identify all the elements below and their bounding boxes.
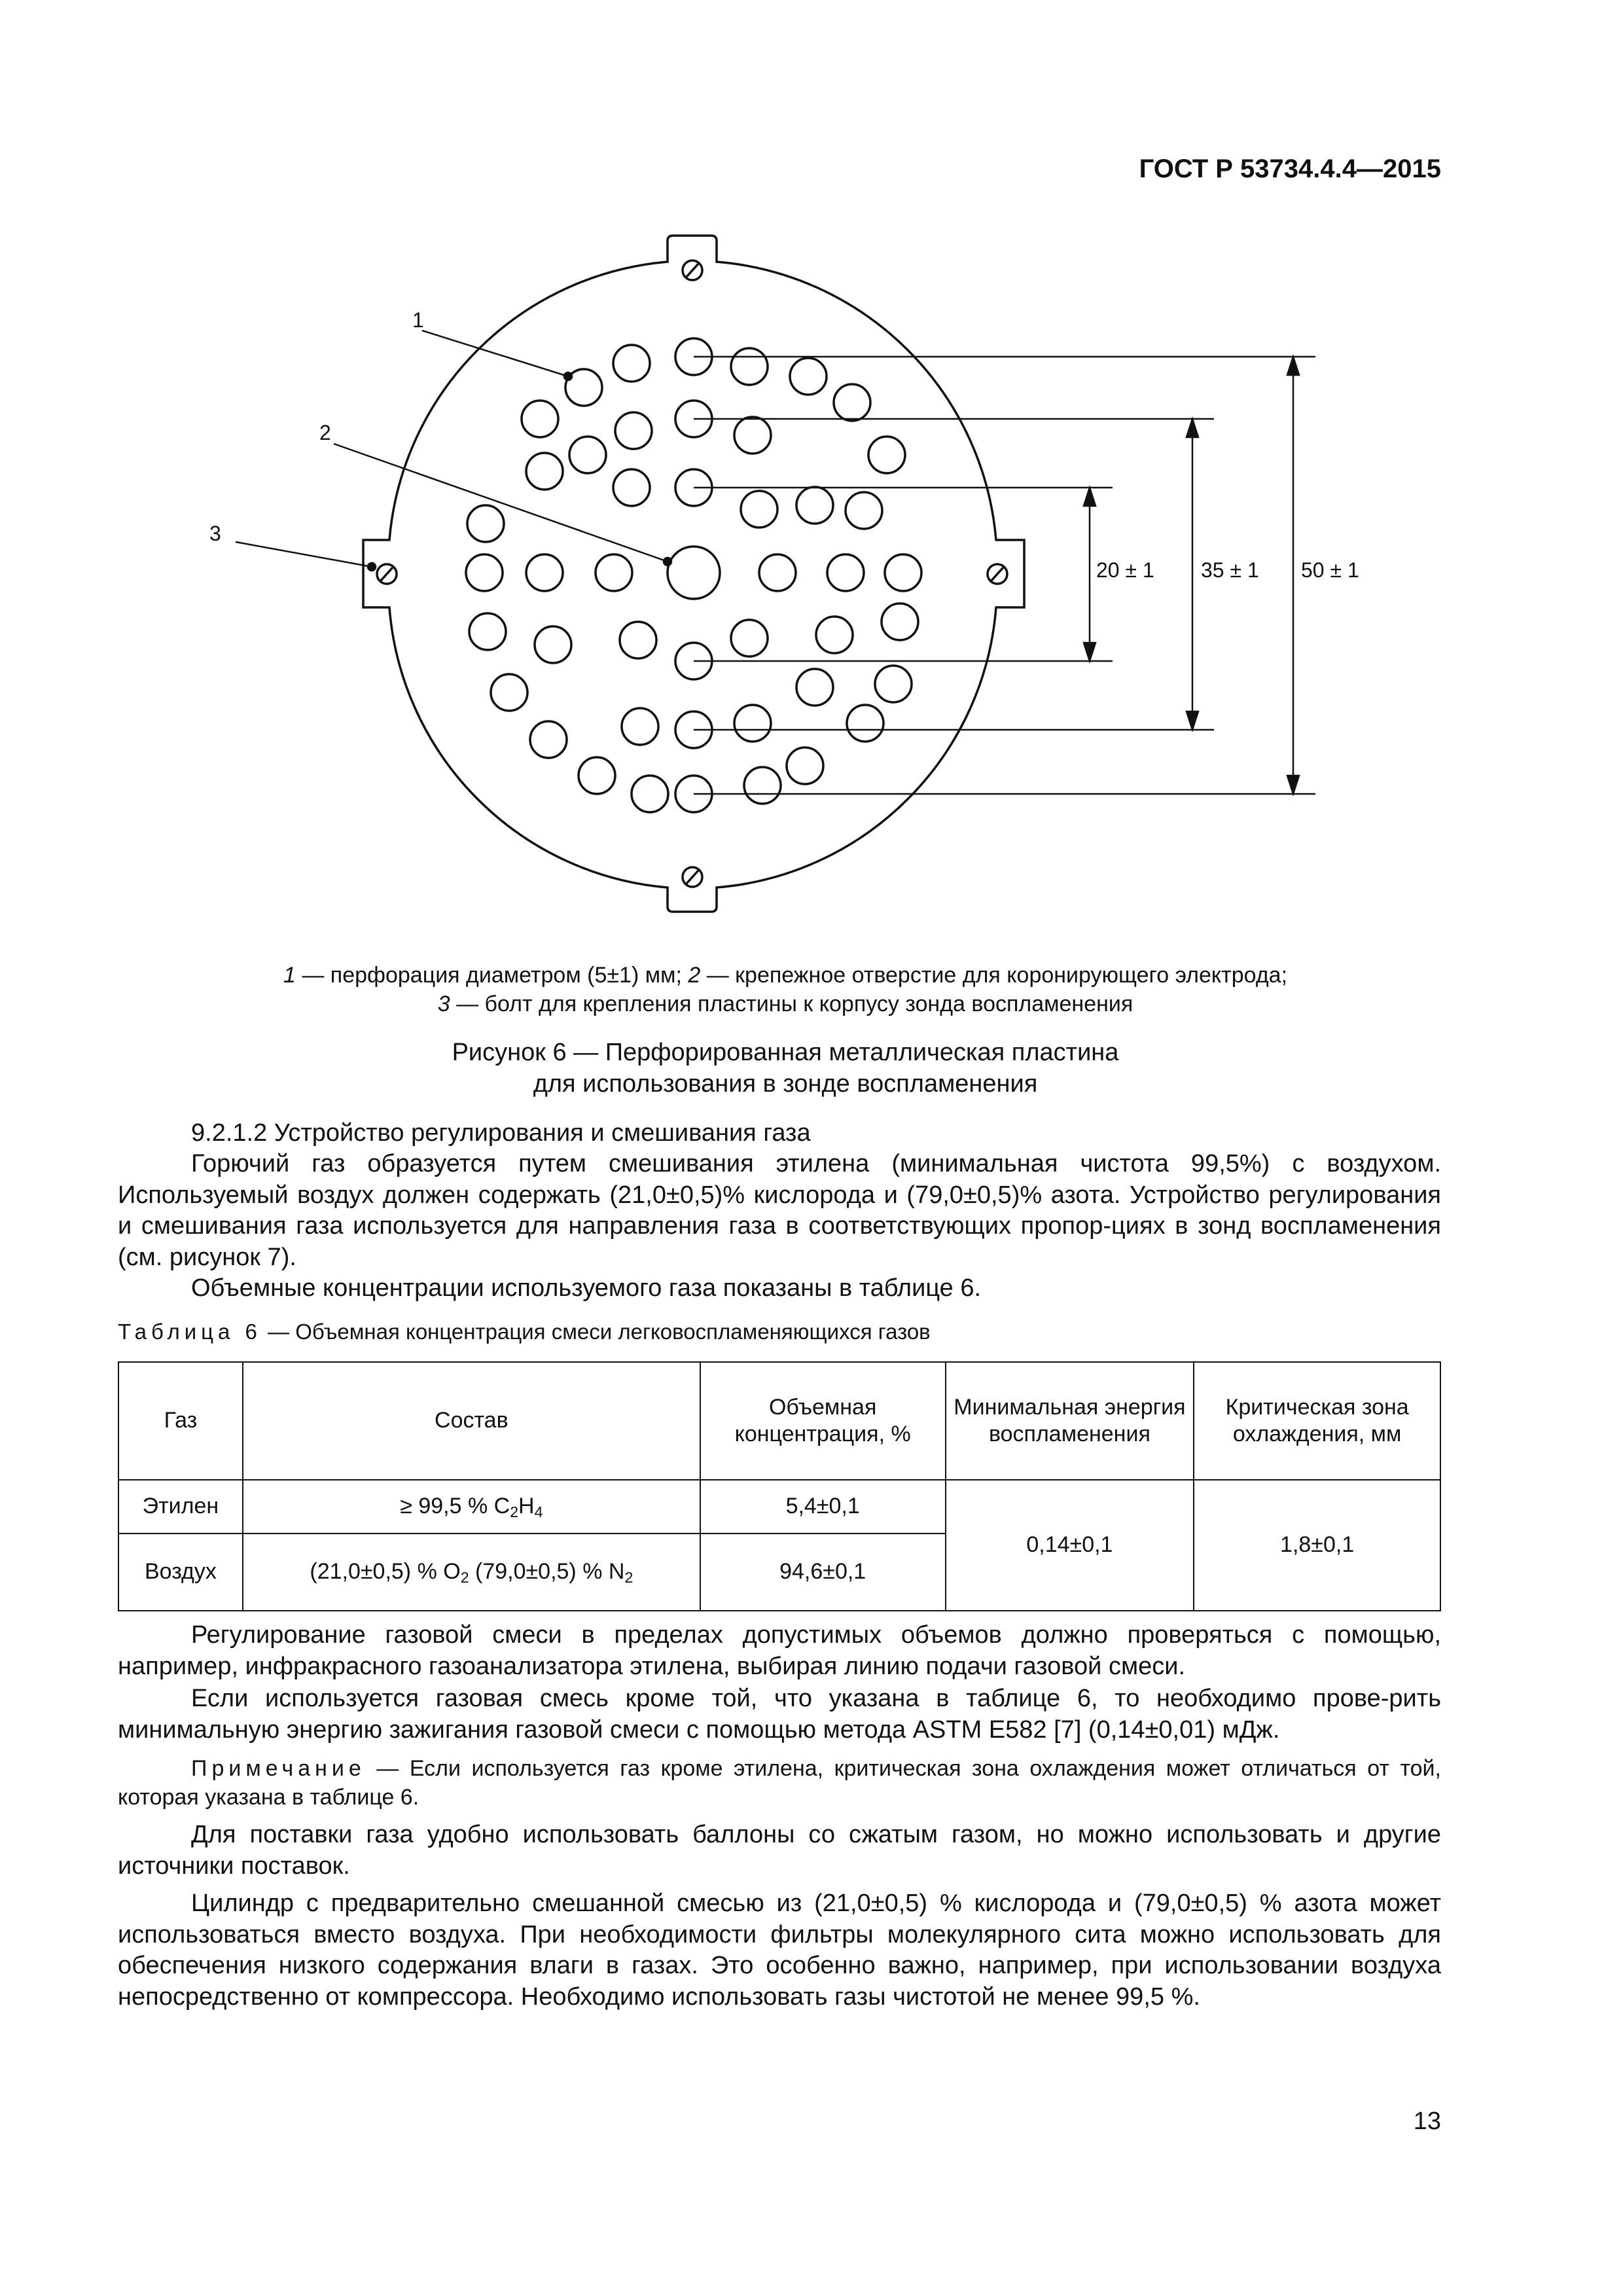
header-gas: Газ (118, 1362, 243, 1480)
page-number: 13 (1413, 2108, 1441, 2135)
cell-cooling-zone: 1,8±0,1 (1194, 1480, 1440, 1611)
header-energy: Минимальная энергия воспламенения (946, 1362, 1194, 1480)
plate-outline (363, 236, 1024, 912)
figure-caption-line-2: для использования в зонде воспламенения (533, 1069, 1038, 1098)
header-cooling-zone: Критическая зона охлаждения, мм (1194, 1362, 1440, 1480)
cell-concentration: 94,6±0,1 (700, 1534, 946, 1611)
cell-concentration: 5,4±0,1 (700, 1480, 946, 1534)
cell-composition: ≥ 99,5 % $C_2H_4$ (243, 1480, 700, 1534)
dimension-50: 50 ± 1 (1301, 558, 1359, 582)
paragraph-regulation: Регулирование газовой смеси в пределах допустимых объемов должно проверяться с помощью, например, инфракрасного газоанализатора этилена, выбирая линию подачи газовой смеси. (118, 1621, 1441, 1680)
dimension-20: 20 ± 1 (1096, 558, 1154, 582)
electrode-mount-hole (668, 547, 720, 599)
paragraph-gas-mixing: Горючий газ образуется путем смешивания этилена (минимальная чистота 99,5%) с воздухом. Используемый воздух должен содержать (21,0±0,5)% кислорода и (79,0±0,5)% азота. Устройство регулирования и смешивания газа используется для направления газа в соответствующих пропор-циях в зонд воспламенения (см. рисунок 7). (118, 1150, 1441, 1271)
header-concentration: Объемная концентрация, % (700, 1362, 946, 1480)
note (118, 1754, 1441, 1812)
paragraph-cylinder: Цилиндр с предварительно смешанной смесью из (21,0±0,5) % кислорода и (79,0±0,5) % азота может использоваться вместо воздуха. При необходимости фильтры молекулярного сита можно использовать для обеспечения низкого содержания влаги в газах. Это особенно важно, например, при использовании воздуха непосредственно от компрессора. Необходимо использовать газы чистотой не менее 99,5 %. (118, 1890, 1441, 2011)
document-header: ГОСТ Р 53734.4.4—2015 (1139, 154, 1441, 183)
cell-gas: Воздух (118, 1534, 243, 1611)
dimension-35: 35 ± 1 (1201, 558, 1259, 582)
legend-line-1: 1 — перфорация диаметром (5±1) мм; 2 — крепежное отверстие для коронирующего электрода; (283, 963, 1288, 988)
paragraph-gas-supply: Для поставки газа удобно использовать баллоны со сжатым газом, но можно использовать и другие источники поставок. (118, 1821, 1441, 1880)
cell-ignition-energy: 0,14±0,1 (946, 1480, 1194, 1611)
perforations (466, 338, 921, 812)
header-composition: Состав (243, 1362, 700, 1480)
table-row (118, 1480, 1440, 1534)
table-header-row (118, 1362, 1440, 1480)
figure-caption (131, 1037, 1440, 1100)
figure-caption-line-1: Рисунок 6 — Перфорированная металлическая пластина (452, 1039, 1119, 1066)
figure-legend (131, 961, 1440, 1018)
gas-concentration-table (118, 1361, 1441, 1611)
paragraph-ignition-energy: Если используется газовая смесь кроме той, что указана в таблице 6, то необходимо прове-рить минимальную энергию зажигания газовой смеси с помощью метода ASTM E582 [7] (0,14±0,01) мДж. (118, 1685, 1441, 1744)
callout-3: 3 (209, 522, 221, 545)
paragraph-concentrations: Объемные концентрации используемого газа показаны в таблице 6. (191, 1274, 982, 1302)
perforated-plate-figure (0, 0, 1623, 929)
note-text: — Если используется газ кроме этилена, критическая зона охлаждения может отличаться от той, которая указана в таблице 6. (118, 1756, 1441, 1810)
table-caption: Таблица 6 — Объемная концентрация смеси легковоспламеняющихся газов (118, 1319, 931, 1344)
callout-1: 1 (412, 308, 424, 332)
cell-gas: Этилен (118, 1480, 243, 1534)
callout-2: 2 (319, 421, 331, 444)
cell-composition: (21,0±0,5) % $O_2$ (79,0±0,5) % $N_2$ (243, 1534, 700, 1611)
section-heading: 9.2.1.2 Устройство регулирования и смешивания газа (191, 1119, 811, 1147)
note-label: Примечание (191, 1756, 366, 1781)
legend-line-2: 3 — болт для крепления пластины к корпусу зонда воспламенения (437, 992, 1133, 1017)
